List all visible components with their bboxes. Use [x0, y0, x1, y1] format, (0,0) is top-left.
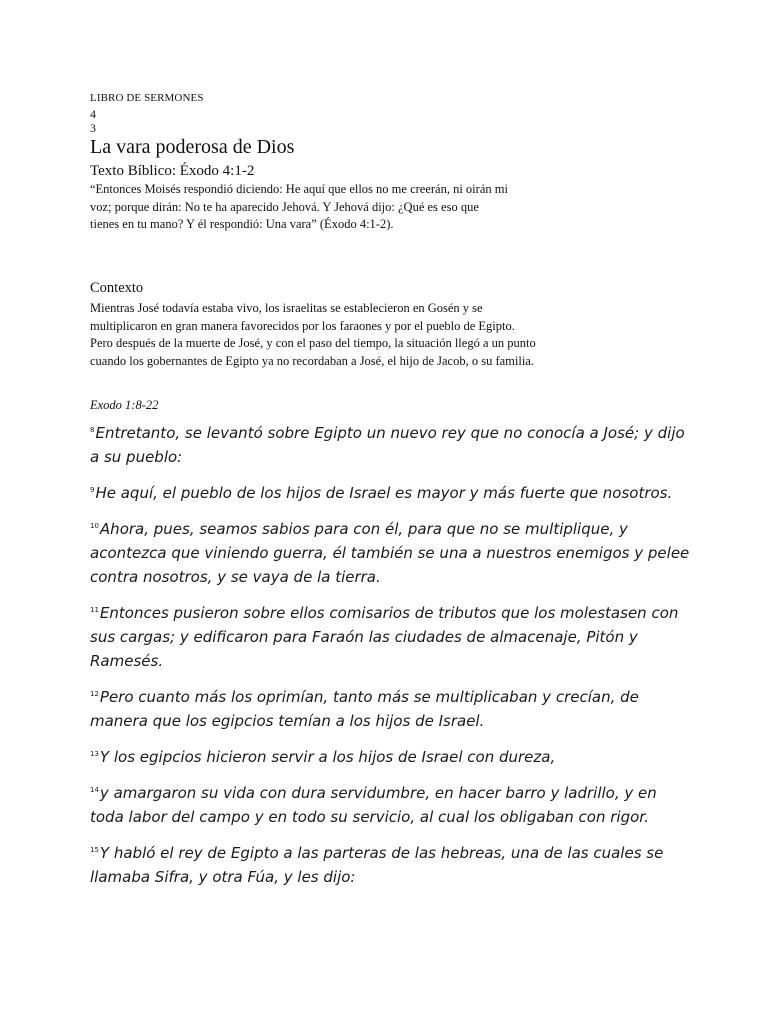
context-paragraph: Mientras José todavía estaba vivo, los israelitas se establecieron en Gosén y se multiplicaron en gran manera favorecidos por los faraones y por el pueblo de Egipto. Pero después de la muerte de José, y con el paso del tiempo, la situación llegó a un punto cuando los gobernantes de Egipto ya no recordaban a José, el hijo de Jacob, o su familia. — [90, 301, 536, 368]
page-number-1: 4 — [90, 107, 96, 121]
verse-number: 8 — [90, 426, 95, 434]
verse-text: Pero cuanto más los oprimían, tanto más se multiplicaban y crecían, de manera que los egipcios temían a los hijos de Israel. — [90, 688, 639, 730]
verse-number: 13 — [90, 750, 99, 758]
verse — [90, 598, 690, 673]
sermon-title: La vara poderosa de Dios — [90, 136, 295, 158]
verse-text: He aquí, el pueblo de los hijos de Israel es mayor y más fuerte que nosotros. — [95, 484, 673, 502]
verse-text: Y habló el rey de Egipto a las parteras de las hebreas, una de las cuales se llamaba Sifra, y otra Fúa, y les dijo: — [90, 844, 664, 886]
verse-number: 14 — [90, 786, 99, 794]
verse-text: Entretanto, se levantó sobre Egipto un nuevo rey que no conocía a José; y dijo a su pueblo: — [90, 424, 685, 466]
verse — [90, 478, 690, 505]
page-number-2: 3 — [90, 121, 96, 135]
book-label: LIBRO DE SERMONES — [90, 92, 204, 104]
verse-text: y amargaron su vida con dura servidumbre, en hacer barro y ladrillo, y en toda labor del campo y en todo su servicio, al cual los obligaban con rigor. — [90, 784, 657, 826]
verse-number: 11 — [90, 606, 99, 614]
verse-number: 9 — [90, 486, 95, 494]
verse-text: Y los egipcios hicieron servir a los hijos de Israel con dureza, — [99, 748, 556, 766]
verse-number: 12 — [90, 690, 99, 698]
verse-number: 10 — [90, 522, 99, 530]
verse — [90, 682, 690, 733]
context-heading: Contexto — [90, 280, 144, 296]
passage-reference: Exodo 1:8-22 — [90, 398, 159, 412]
verse — [90, 778, 690, 829]
bible-quote: “Entonces Moisés respondió diciendo: He aquí que ellos no me creerán, ni oirán mi voz; porque dirán: No te ha aparecido Jehová. Y Jehová dijo: ¿Qué es eso que tienes en tu mano? Y él respondió: Una vara” (Éxodo 4:1-2). — [90, 182, 508, 231]
verse — [90, 742, 690, 769]
verse-list — [90, 418, 690, 898]
verse-text: Ahora, pues, seamos sabios para con él, para que no se multiplique, y acontezca que viniendo guerra, él también se una a nuestros enemigos y pelee contra nosotros, y se vaya de la tierra. — [90, 520, 690, 586]
verse-number: 15 — [90, 846, 99, 854]
verse — [90, 514, 690, 589]
bible-text-reference: Texto Bíblico: Éxodo 4:1-2 — [90, 163, 255, 179]
verse-text: Entonces pusieron sobre ellos comisarios de tributos que los molestasen con sus cargas; y edificaron para Faraón las ciudades de almacenaje, Pitón y Ramesés. — [90, 604, 679, 670]
verse — [90, 838, 690, 889]
verse — [90, 418, 690, 469]
